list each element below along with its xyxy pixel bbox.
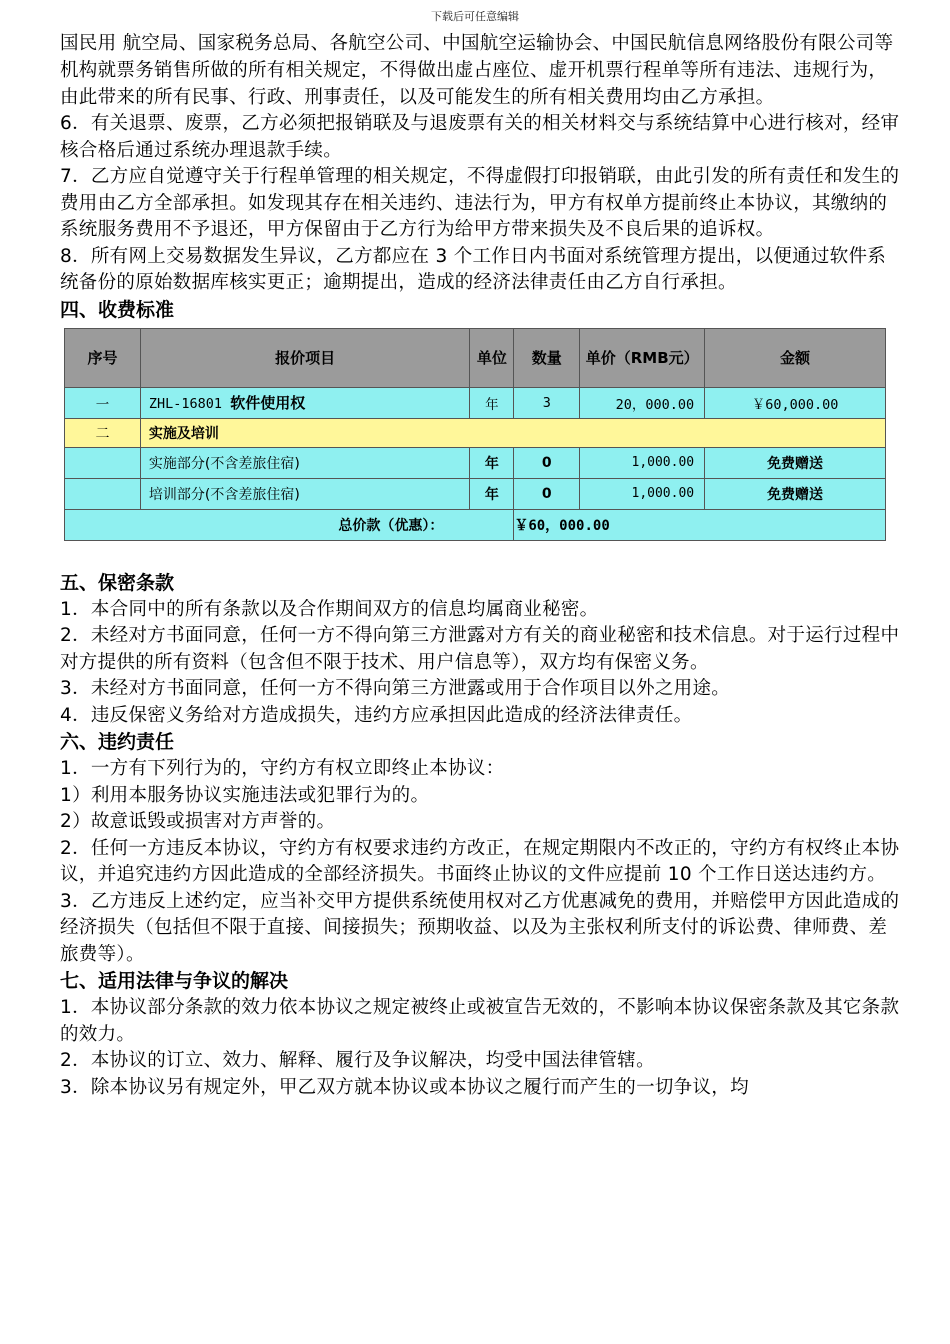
fee-table-container [64,328,886,550]
section-title-fees: 四、收费标准 [60,298,175,321]
cell-price: 20，000.00 [580,387,705,418]
item-name: 软件使用权 [230,394,306,412]
cell-item: 培训部分(不含差旅住宿) [140,478,470,509]
item-code: ZHL-16801 [148,396,223,412]
paragraph: 2．本协议的订立、效力、解释、履行及争议解决，均受中国法律管辖。 [60,1050,655,1071]
paragraph: 3．乙方违反上述约定，应当补交甲方提供系统使用权对乙方优惠减免的费用，并赔偿甲方因此造成的经济损失（包括但不限于直接、间接损失；预期收益、以及为主张权利所支付的诉讼费、律师费、差旅费等）。 [60,890,900,965]
table-row [65,447,886,478]
paragraph: 2）故意诋毁或损害对方声誉的。 [60,811,336,832]
cell-unit: 年 [470,478,514,509]
paragraph: 3．除本协议另有规定外，甲乙双方就本协议或本协议之履行而产生的一切争议，均 [60,1076,749,1098]
paragraph: 1．本协议部分条款的效力依本协议之规定被终止或被宣告无效的，不影响本协议保密条款及其它条款的效力。 [60,997,900,1045]
col-header-qty: 数量 [514,328,580,387]
cell-qty: 0 [514,478,580,509]
col-header-no: 序号 [65,328,141,387]
cell-no [65,478,141,509]
cell-price: 1,000.00 [580,478,705,509]
fee-table [64,328,886,541]
table-header-row [65,328,886,387]
col-header-item: 报价项目 [140,328,470,387]
table-row [65,387,886,418]
cell-qty: 0 [514,447,580,478]
col-header-price: 单价（RMB元） [580,328,705,387]
cell-unit: 年 [470,387,514,418]
cell-group-title: 实施及培训 [140,418,885,447]
paragraph: 7．乙方应自觉遵守关于行程单管理的相关规定，不得虚假打印报销联，由此引发的所有责任和发生的费用由乙方全部承担。如发现其存在相关违约、违法行为，甲方有权单方提前终止本协议，其缴纳的系统服务费用不予退还，甲方保留由于乙方行为给甲方带来损失及不良后果的追诉权。 [60,166,900,240]
cell-unit: 年 [470,447,514,478]
col-header-amount: 金额 [705,328,886,387]
section-title-law: 七、适用法律与争议的解决 [60,970,289,992]
paragraph: 3．未经对方书面同意，任何一方不得向第三方泄露或用于合作项目以外之用途。 [60,678,731,699]
cell-amount: 免费赠送 [705,478,886,509]
cell-no: 一 [65,387,141,418]
page-header-note: 下载后可任意编辑 [431,10,519,23]
total-label: 总价款（优惠）： [65,509,514,540]
paragraph: 2．未经对方书面同意，任何一方不得向第三方泄露对方有关的商业秘密和技术信息。对于运行过程中对方提供的所有资料（包含但不限于技术、用户信息等），双方均有保密义务。 [60,625,900,673]
section-title-confidentiality: 五、保密条款 [60,571,175,594]
cell-amount: 免费赠送 [705,447,886,478]
table-row [65,418,886,447]
table-row [65,478,886,509]
cell-item: 实施部分(不含差旅住宿) [140,447,470,478]
col-header-unit: 单位 [470,328,514,387]
paragraph: 6．有关退票、废票，乙方必须把报销联及与退废票有关的相关材料交与系统结算中心进行核对，经审核合格后通过系统办理退款手续。 [60,113,900,161]
paragraph: 1）利用本服务协议实施违法或犯罪行为的。 [60,784,430,806]
document-body [60,30,900,1101]
section-title-liability: 六、违约责任 [60,731,175,753]
cell-no: 二 [65,418,141,447]
paragraph: 4．违反保密义务给对方造成损失，违约方应承担因此造成的经济法律责任。 [60,704,693,726]
cell-item [140,387,470,418]
paragraph: 2．任何一方违反本协议，守约方有权要求违约方改正，在规定期限内不改正的，守约方有权终止本协议，并追究违约方因此造成的全部经济损失。书面终止协议的文件应提前 10 个工作日送达违约方。 [60,837,900,885]
table-total-row [65,509,886,540]
paragraph: 国民用 航空局、国家税务总局、各航空公司、中国航空运输协会、中国民航信息网络股份有限公司等机构就票务销售所做的所有相关规定，不得做出虚占座位、虚开机票行程单等所有违法、违规行为，由此带来的所有民事、行政、刑事责任，以及可能发生的所有相关费用均由乙方承担。 [60,33,894,108]
paragraph: 8．所有网上交易数据发生异议，乙方都应在 3 个工作日内书面对系统管理方提出，以便通过软件系统备份的原始数据库核实更正；逾期提出，造成的经济法律责任由乙方自行承担。 [60,245,887,293]
cell-price: 1,000.00 [580,447,705,478]
cell-qty: 3 [514,387,580,418]
cell-no [65,447,141,478]
cell-amount: ￥60,000.00 [705,387,886,418]
paragraph: 1．一方有下列行为的，守约方有权立即终止本协议： [60,758,505,779]
total-value: ￥60，000.00 [514,509,886,540]
paragraph: 1．本合同中的所有条款以及合作期间双方的信息均属商业秘密。 [60,598,599,620]
